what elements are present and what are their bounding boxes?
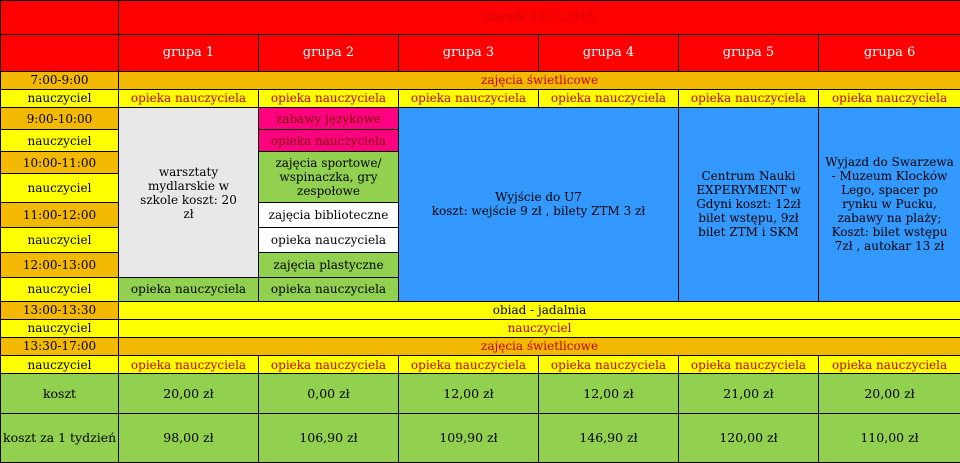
opieka-cell: opieka nauczyciela [259, 227, 399, 252]
opieka-cell: opieka nauczyciela [679, 89, 819, 107]
cost-value: 0,00 zł [259, 374, 399, 414]
teacher-label: nauczyciel [1, 278, 119, 301]
activity-g1-workshop: warsztaty mydlarskie w szkole koszt: 20 zł [119, 107, 259, 277]
opieka-cell: opieka nauczyciela [539, 89, 679, 107]
cost-value: 20,00 zł [119, 374, 259, 414]
group-header-5: grupa 5 [679, 35, 819, 71]
time-cell: 13:30-17:00 [1, 337, 119, 355]
group-header-3: grupa 3 [399, 35, 539, 71]
opieka-cell: opieka nauczyciela [119, 355, 259, 373]
opieka-cell: opieka nauczyciela [399, 89, 539, 107]
activity-obiad: obiad - jadalnia [119, 301, 960, 319]
time-cell: 12:00-13:00 [1, 253, 119, 278]
activity-g2-zabawy: zabawy językowe [259, 107, 399, 129]
group-header-1: grupa 1 [119, 35, 259, 71]
group-header-2: grupa 2 [259, 35, 399, 71]
activity-g2-bib: zajęcia biblioteczne [259, 202, 399, 227]
opieka-cell: opieka nauczyciela [539, 355, 679, 373]
cost-value: 20,00 zł [819, 374, 960, 414]
activity-g2-plast: zajęcia plastyczne [259, 253, 399, 278]
weekly-cost-value: 109,90 zł [399, 414, 539, 463]
date-text: piątek 3.07.2015 [483, 9, 596, 25]
weekly-cost-value: 146,90 zł [539, 414, 679, 463]
teacher-label: nauczyciel [1, 89, 119, 107]
teacher-label: nauczyciel [1, 355, 119, 373]
time-cell: 13:00-13:30 [1, 301, 119, 319]
activity-g2-sport: zajęcia sportowe/ wspinaczka, gry zespołowe [259, 152, 399, 202]
opieka-cell: opieka nauczyciela [819, 89, 960, 107]
opieka-cell: opieka nauczyciela [259, 355, 399, 373]
time-cell: 7:00-9:00 [1, 71, 119, 89]
cost-label: koszt [1, 374, 119, 414]
opieka-cell: opieka nauczyciela [259, 130, 399, 152]
teacher-label: nauczyciel [1, 227, 119, 252]
weekly-cost-value: 106,90 zł [259, 414, 399, 463]
activity-swietlica-morning: zajęcia świetlicowe [119, 71, 960, 89]
opieka-cell: opieka nauczyciela [399, 355, 539, 373]
weekly-cost-label: koszt za 1 tydzień [1, 414, 119, 463]
opieka-cell: opieka nauczyciela [819, 355, 960, 373]
cost-value: 12,00 zł [399, 374, 539, 414]
activity-g5-trip: Centrum Nauki EXPERYMENT w Gdyni koszt: 12zł bilet wstępu, 9zł bilet ZTM i SKM [679, 107, 819, 301]
teacher-obiad: nauczyciel [119, 319, 960, 337]
weekly-cost-value: 120,00 zł [679, 414, 819, 463]
teacher-label: nauczyciel [1, 130, 119, 152]
teacher-label: nauczyciel [1, 174, 119, 202]
opieka-cell: opieka nauczyciela [119, 278, 259, 301]
cost-value: 12,00 zł [539, 374, 679, 414]
corner-cell-2 [1, 35, 119, 71]
activity-g6-trip: Wyjazd do Swarzewa - Muzeum Klocków Lego, spacer po rynku w Pucku, zabawy na plaży; Koszt: bilet wstępu 7zł , autokar 13 zł [819, 107, 960, 301]
activity-swietlica-afternoon: zajęcia świetlicowe [119, 337, 960, 355]
opieka-cell: opieka nauczyciela [259, 278, 399, 301]
time-cell: 9:00-10:00 [1, 107, 119, 129]
cost-value: 21,00 zł [679, 374, 819, 414]
group-header-6: grupa 6 [819, 35, 960, 71]
activity-g34-trip: Wyjście do U7 koszt: wejście 9 zł , bilety ZTM 3 zł [399, 107, 679, 301]
time-cell: 11:00-12:00 [1, 202, 119, 227]
corner-cell [1, 1, 119, 35]
weekly-cost-value: 110,00 zł [819, 414, 960, 463]
opieka-cell: opieka nauczyciela [119, 89, 259, 107]
date-header [119, 1, 960, 35]
weekly-cost-value: 98,00 zł [119, 414, 259, 463]
teacher-label: nauczyciel [1, 319, 119, 337]
time-cell: 10:00-11:00 [1, 152, 119, 174]
opieka-cell: opieka nauczyciela [679, 355, 819, 373]
opieka-cell: opieka nauczyciela [259, 89, 399, 107]
group-header-4: grupa 4 [539, 35, 679, 71]
